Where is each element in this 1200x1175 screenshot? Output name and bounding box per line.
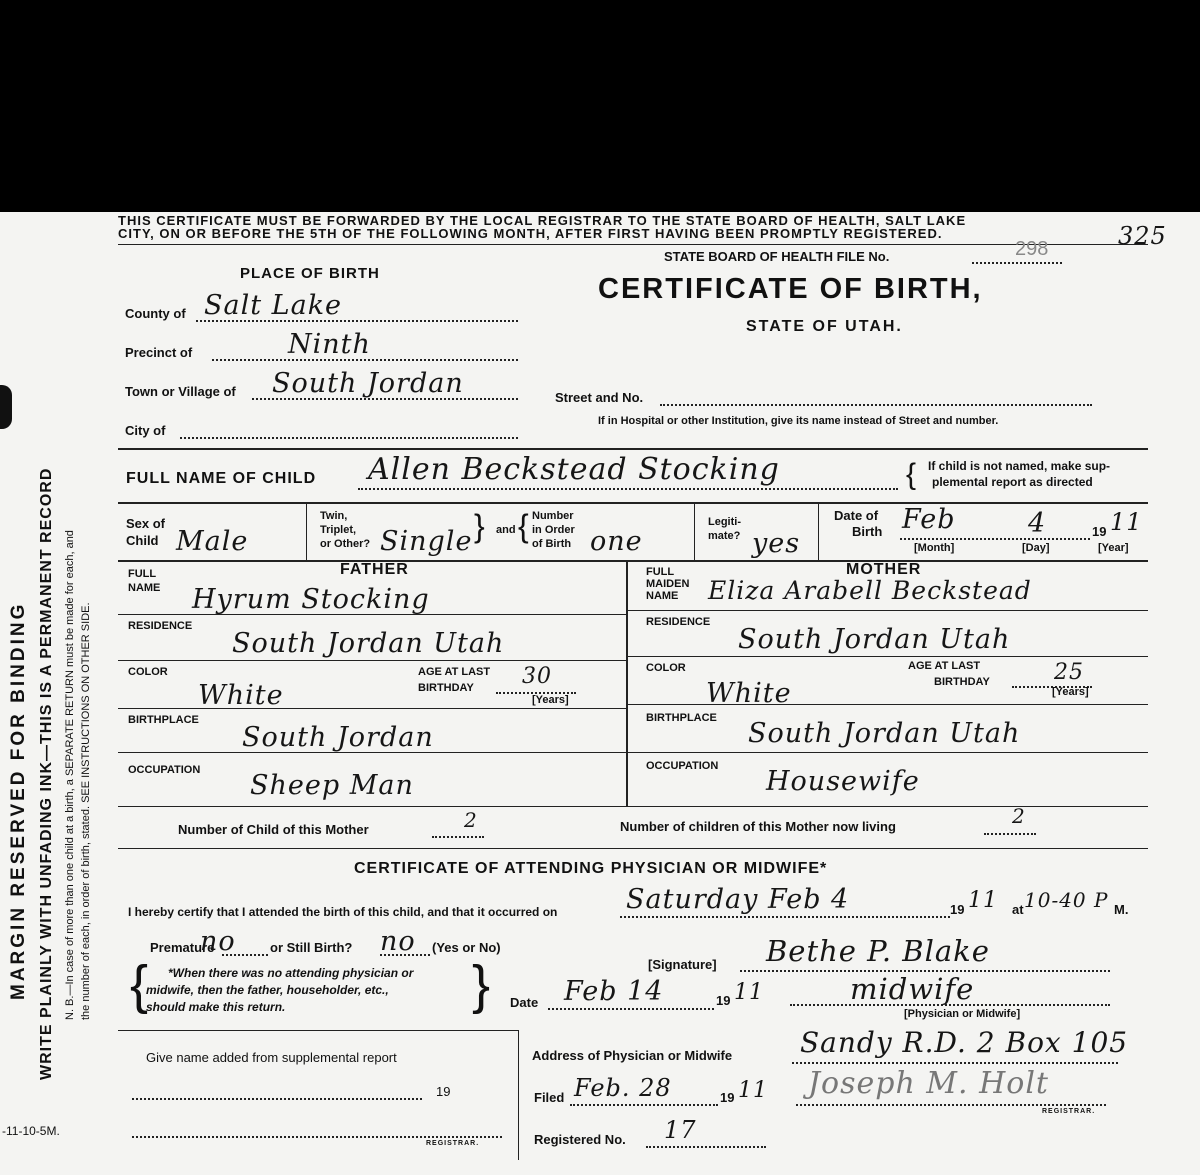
- town-label: Town or Village of: [125, 384, 236, 399]
- at-label: at: [1012, 902, 1024, 917]
- mother-full-label: FULL: [646, 566, 675, 578]
- occurred-year-suffix: 11: [968, 888, 998, 913]
- mother-name-value: Eliza Arabell Beckstead: [708, 576, 1032, 605]
- father-name-rule: [118, 614, 626, 615]
- rule-above-name: [118, 448, 1148, 450]
- and-label: and: [496, 524, 516, 536]
- supplemental-registrar-line: [132, 1136, 502, 1138]
- father-color-rule: [118, 708, 626, 709]
- hospital-note: If in Hospital or other Institution, give its name instead of Street and number.: [598, 415, 999, 427]
- filed-label: Filed: [534, 1090, 565, 1105]
- father-occupation-label: OCCUPATION: [128, 764, 201, 776]
- order-label-2: in Order: [532, 524, 575, 536]
- signature-label: [Signature]: [648, 957, 717, 972]
- yesno-label: (Yes or No): [432, 940, 501, 955]
- dob-line: [900, 538, 1090, 540]
- father-name-value: Hyrum Stocking: [192, 584, 430, 615]
- margin-binding-text: MARGIN RESERVED FOR BINDING: [8, 601, 29, 1000]
- street-line: [660, 404, 1092, 406]
- occurred-value: Saturday Feb 4: [626, 884, 850, 915]
- twin-label-3: or Other?: [320, 538, 371, 550]
- supplemental-box-right: [518, 1030, 519, 1160]
- children-number-label: Number of Child of this Mother: [178, 822, 369, 837]
- mother-birthplace-label: BIRTHPLACE: [646, 712, 717, 724]
- address-line: [792, 1062, 1118, 1064]
- children-number-value: 2: [464, 808, 478, 832]
- father-occupation-value: Sheep Man: [250, 770, 414, 801]
- supplemental-year: 19: [436, 1084, 451, 1099]
- children-living-line: [984, 833, 1036, 835]
- father-name-label: NAME: [128, 582, 161, 594]
- occurred-line: [620, 916, 950, 918]
- footnote-brace-right: }: [472, 955, 491, 1015]
- name-note-line-2: plemental report as directed: [932, 475, 1093, 489]
- supplemental-label: Give name added from supplemental report: [146, 1050, 397, 1065]
- file-no-line: [972, 262, 1062, 264]
- filed-value: Feb. 28: [574, 1074, 672, 1102]
- row-divider-1: [306, 502, 307, 560]
- stillbirth-value: no: [380, 926, 416, 957]
- footnote-line-3: should make this return.: [146, 1000, 286, 1014]
- place-heading: PLACE OF BIRTH: [240, 265, 380, 282]
- date-value: Feb 14: [564, 976, 664, 1007]
- stillbirth-label: or Still Birth?: [270, 940, 353, 955]
- twin-value: Single: [380, 526, 473, 557]
- father-age-value: 30: [522, 664, 552, 689]
- parents-divider: [626, 560, 628, 806]
- twin-brace: }: [474, 508, 485, 544]
- signature-value: Bethe P. Blake: [766, 934, 990, 968]
- order-brace: {: [518, 508, 529, 544]
- header-notice-line-1: THIS CERTIFICATE MUST BE FORWARDED BY THE LOCAL REGISTRAR TO THE STATE BOARD OF HEALTH, SALT LAKE: [118, 213, 967, 228]
- header-rule: [118, 244, 1148, 245]
- mother-birthplace-rule: [626, 752, 1148, 753]
- mother-residence-rule: [626, 656, 1148, 657]
- supplemental-line: [132, 1098, 422, 1100]
- date-year-suffix: 11: [734, 980, 764, 1005]
- father-residence-value: South Jordan Utah: [232, 628, 505, 659]
- mother-years-caption: [Years]: [1052, 686, 1089, 698]
- mother-name-rule: [626, 610, 1148, 611]
- dob-label-1: Date of: [834, 508, 879, 523]
- day-caption: [Day]: [1022, 542, 1050, 554]
- margin-nb-line-1: N. B.—In case of more than one child at a birth, a SEPARATE RETURN must be made for each, and: [64, 530, 76, 1020]
- street-label: Street and No.: [555, 390, 644, 405]
- father-heading: FATHER: [340, 561, 409, 578]
- rule-above-parents: [118, 560, 1148, 562]
- date-line: [548, 1008, 714, 1010]
- father-age-label-1: AGE AT LAST: [418, 666, 491, 678]
- mother-residence-label: RESIDENCE: [646, 616, 711, 628]
- mother-heading: MOTHER: [846, 561, 922, 578]
- father-residence-rule: [118, 660, 626, 661]
- dob-month: Feb: [902, 504, 956, 535]
- form-code: -11-10-5M.: [2, 1124, 60, 1138]
- legit-value: yes: [752, 528, 801, 559]
- father-birthplace-label: BIRTHPLACE: [128, 714, 199, 726]
- order-value: one: [590, 526, 643, 557]
- rule-above-physician: [118, 848, 1148, 849]
- time-value: 10-40 P: [1024, 888, 1109, 912]
- title-caption: [Physician or Midwife]: [904, 1008, 1021, 1020]
- twin-label-1: Twin,: [320, 510, 348, 522]
- physician-heading: CERTIFICATE OF ATTENDING PHYSICIAN OR MIDWIFE*: [354, 860, 828, 877]
- name-note-brace: {: [906, 458, 917, 491]
- registered-value: 17: [664, 1116, 697, 1144]
- year-caption: [Year]: [1098, 542, 1129, 554]
- supplemental-box-top: [118, 1030, 518, 1031]
- mother-occupation-label: OCCUPATION: [646, 760, 719, 772]
- sex-label-2: Child: [126, 533, 159, 548]
- dob-label-2: Birth: [852, 524, 883, 539]
- registrar-signature: Joseph M. Holt: [808, 1066, 1049, 1101]
- mother-birthplace-value: South Jordan Utah: [748, 718, 1021, 749]
- m-label: M.: [1114, 902, 1129, 917]
- father-years-caption: [Years]: [532, 694, 569, 706]
- sex-value: Male: [176, 526, 249, 557]
- binding-hole: [0, 385, 12, 429]
- town-value: South Jordan: [272, 368, 464, 399]
- state-name: STATE OF UTAH.: [746, 318, 903, 335]
- file-no-label: STATE BOARD OF HEALTH FILE No.: [664, 249, 890, 264]
- file-no-handwritten: 325: [1118, 222, 1167, 250]
- supplemental-registrar-caption: REGISTRAR.: [426, 1140, 480, 1147]
- dob-day: 4: [1028, 508, 1047, 539]
- registered-label: Registered No.: [534, 1132, 626, 1147]
- legit-label-2: mate?: [708, 530, 741, 542]
- order-label-1: Number: [532, 510, 574, 522]
- name-note-line-1: If child is not named, make sup-: [928, 459, 1111, 473]
- dob-year-suffix: 11: [1110, 508, 1143, 536]
- mother-color-rule: [626, 704, 1148, 705]
- county-label: County of: [125, 306, 186, 321]
- premature-value: no: [200, 926, 236, 957]
- header-notice-line-2: CITY, ON OR BEFORE THE 5TH OF THE FOLLOWING MONTH, AFTER FIRST HAVING BEEN PROMPTLY REGISTERED.: [118, 226, 943, 241]
- sex-label-1: Sex of: [126, 516, 166, 531]
- date-year-prefix: 19: [716, 993, 731, 1008]
- footnote-line-2: midwife, then the father, householder, etc.,: [146, 983, 389, 997]
- parents-bottom-rule: [118, 806, 1148, 807]
- child-name-value: Allen Beckstead Stocking: [368, 452, 780, 487]
- filed-line: [570, 1104, 718, 1106]
- mother-color-label: COLOR: [646, 662, 686, 674]
- legit-label-1: Legiti-: [708, 516, 741, 528]
- children-number-line: [432, 836, 484, 838]
- mother-name-label: NAME: [646, 590, 679, 602]
- address-value: Sandy R.D. 2 Box 105: [800, 1026, 1129, 1059]
- mother-age-label-2: BIRTHDAY: [934, 676, 990, 688]
- registrar-signature-line: [796, 1104, 1106, 1106]
- row-divider-3: [818, 502, 819, 560]
- margin-nb-line-2: the number of each, in order of birth, stated. SEE INSTRUCTIONS ON OTHER SIDE.: [80, 602, 92, 1020]
- father-full-label: FULL: [128, 568, 157, 580]
- row-divider-2: [694, 502, 695, 560]
- certify-text: I hereby certify that I attended the birth of this child, and that it occurred on: [128, 905, 558, 919]
- registered-line: [646, 1146, 766, 1148]
- title-value: midwife: [850, 972, 975, 1006]
- mother-color-value: White: [706, 678, 792, 709]
- date-label: Date: [510, 995, 539, 1010]
- mother-maiden-label: MAIDEN: [646, 578, 690, 590]
- order-label-3: of Birth: [532, 538, 572, 550]
- father-birthplace-value: South Jordan: [242, 722, 434, 753]
- filed-year-suffix: 11: [738, 1078, 768, 1103]
- occurred-year-prefix: 19: [950, 902, 965, 917]
- father-color-value: White: [198, 680, 284, 711]
- child-name-line: [358, 488, 898, 490]
- mother-occupation-value: Housewife: [766, 766, 920, 797]
- mother-age-value: 25: [1054, 660, 1084, 685]
- address-label: Address of Physician or Midwife: [532, 1048, 733, 1063]
- father-color-label: COLOR: [128, 666, 168, 678]
- footnote-line-1: *When there was no attending physician or: [168, 966, 414, 980]
- mother-age-label-1: AGE AT LAST: [908, 660, 981, 672]
- registrar-caption: REGISTRAR.: [1042, 1108, 1096, 1115]
- filed-year-prefix: 19: [720, 1090, 735, 1105]
- twin-label-2: Triplet,: [320, 524, 357, 536]
- city-label: City of: [125, 423, 166, 438]
- mother-residence-value: South Jordan Utah: [738, 624, 1011, 655]
- father-birthplace-rule: [118, 752, 626, 753]
- precinct-label: Precinct of: [125, 345, 193, 360]
- precinct-value: Ninth: [288, 329, 371, 360]
- premature-label: Premature: [150, 940, 215, 955]
- child-name-label: FULL NAME OF CHILD: [126, 470, 317, 487]
- children-living-value: 2: [1012, 804, 1026, 828]
- father-residence-label: RESIDENCE: [128, 620, 193, 632]
- rule-below-name: [118, 502, 1148, 504]
- father-age-label-2: BIRTHDAY: [418, 682, 474, 694]
- city-line: [180, 437, 518, 439]
- margin-ink-text: WRITE PLAINLY WITH UNFADING INK—THIS IS A PERMANENT RECORD: [38, 467, 55, 1080]
- children-living-label: Number of children of this Mother now living: [620, 819, 896, 834]
- footnote-brace-left: {: [130, 955, 149, 1015]
- dob-year-prefix: 19: [1092, 524, 1107, 539]
- file-no-value: 298: [1015, 238, 1049, 260]
- county-value: Salt Lake: [204, 290, 343, 321]
- certificate-title: CERTIFICATE OF BIRTH,: [598, 273, 983, 305]
- month-caption: [Month]: [914, 542, 955, 554]
